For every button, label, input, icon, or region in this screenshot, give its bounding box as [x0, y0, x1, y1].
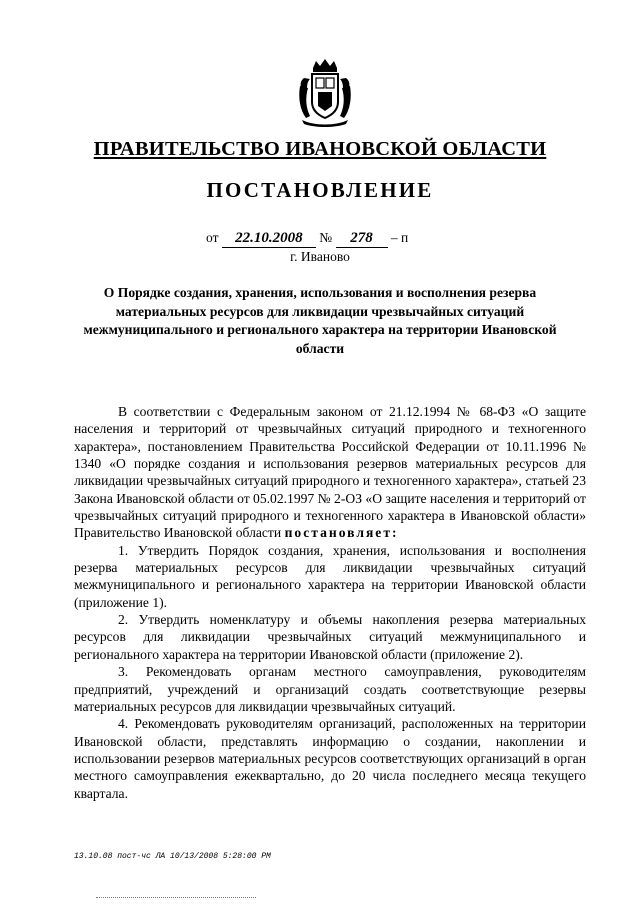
coat-of-arms-emblem: [296, 58, 354, 128]
file-info-footer: 13.10.08 пост-чс ЛА 10/13/2008 5:28:00 PM: [74, 852, 271, 861]
number-sign: №: [319, 230, 333, 245]
government-heading: ПРАВИТЕЛЬСТВО ИВАНОВСКОЙ ОБЛАСТИ: [93, 138, 547, 160]
date-number-line: [206, 230, 408, 248]
list-item: 1. Утвердить Порядок создания, хранения, использования и восполнения резерва материальных ресурсов для ликвидации чрезвычайных ситуаций межмуниципального и регионального характера на территории Ивановской области (приложение 1).: [74, 542, 586, 610]
document-type-heading: ПОСТАНОВЛЕНИЕ: [206, 178, 434, 202]
number-suffix: – п: [390, 230, 409, 245]
list-item: 4. Рекомендовать руководителям организаций, расположенных на территории Ивановской области, представлять информацию о создании, накоплении и использовании резервов материальных ресурсов соответствующих организаций в орган местного самоуправления ежеквартально, до 20 числа последнего месяца текущего квартала.: [74, 716, 586, 801]
document-body: [74, 403, 586, 802]
handwritten-date: 22.10.2008: [222, 230, 316, 248]
handwritten-number: 278: [336, 230, 388, 248]
list-item: 3. Рекомендовать органам местного самоуправления, руководителям предприятий, учреждений и организаций создать соответствующие резервы материальных ресурсов для ликвидации чрезвычайных ситуаций.: [74, 664, 586, 714]
date-prefix: от: [206, 230, 219, 245]
page-bottom-mark: [96, 897, 256, 901]
list-item: 2. Утвердить номенклатуру и объемы накопления резерва материальных ресурсов для ликвидации чрезвычайных ситуаций межмуниципального и регионального характера на территории Ивановской области (приложение 2).: [74, 612, 586, 662]
intro-paragraph: [74, 403, 586, 542]
resolves-word: постановляет:: [284, 525, 399, 541]
intro-text: В соответствии с Федеральным законом от 21.12.1994 № 68-ФЗ «О защите населения и территорий от чрезвычайных ситуаций природного и техногенного характера», постановлением Правительства Российской Федерации от 10.11.1996 № 1340 «О порядке создания и использования резервов материальных ресурсов для ликвидации чрезвычайных ситуаций природного и техногенного характера», статьей 23 Закона Ивановской области от 05.02.1997 № 2-ОЗ «О защите населения и территорий от чрезвычайных ситуаций природного и техногенного характера в Ивановской области» Правительство Ивановской области: [74, 404, 586, 541]
city-line: г. Иваново: [290, 249, 350, 264]
document-title: О Порядке создания, хранения, использования и восполнения резерва материальных ресурсов для ликвидации чрезвычайных ситуаций межмуниципального и регионального характера на территории Ивановской области: [83, 285, 557, 356]
